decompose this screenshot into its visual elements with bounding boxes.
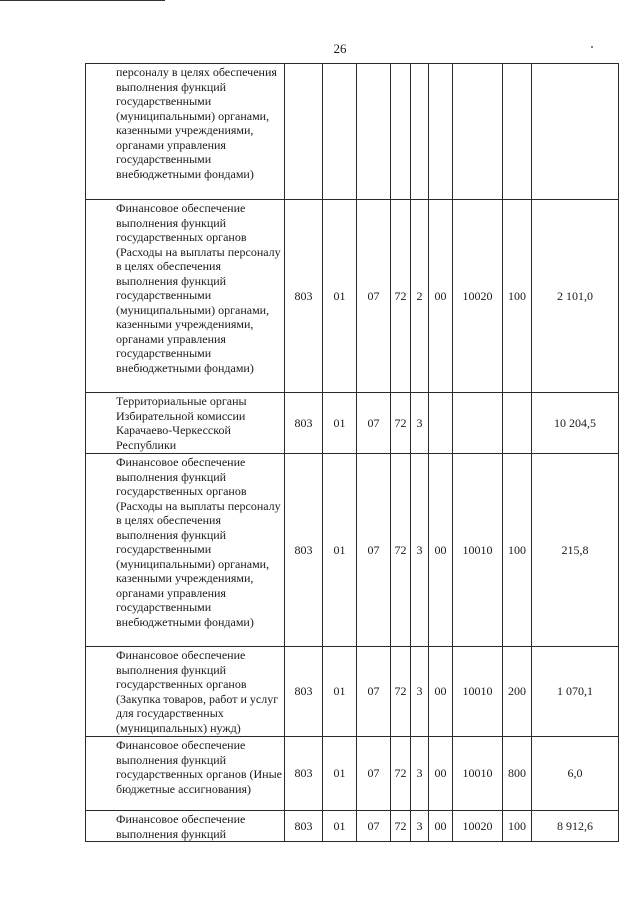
table-row (86, 737, 619, 811)
cell-main-event-code (429, 393, 453, 454)
table-row (86, 393, 619, 454)
cell-subsection-code: 07 (357, 393, 391, 454)
cell-main-event-code: 00 (429, 737, 453, 811)
cell-section-code: 01 (323, 811, 357, 842)
table-row (86, 454, 619, 647)
cell-program-code: 72 (391, 200, 411, 393)
cell-program-code: 72 (391, 737, 411, 811)
cell-section-code: 01 (323, 393, 357, 454)
cell-ministry-code: 803 (285, 647, 323, 737)
cell-expense-type-code (503, 64, 532, 200)
table-row (86, 811, 619, 842)
cell-subsection-code: 07 (357, 811, 391, 842)
cell-amount: 1 070,1 (532, 647, 619, 737)
cell-item-name: Финансовое обеспечение выполнения функций государственных органов (Закупка товаров, работ и услуг для государственных (муниципальных) нужд) (86, 647, 285, 737)
cell-direction-code: 10010 (453, 647, 503, 737)
cell-program-code (391, 64, 411, 200)
cell-subprogram-code (411, 64, 429, 200)
cell-section-code: 01 (323, 200, 357, 393)
cell-direction-code: 10010 (453, 737, 503, 811)
cell-subsection-code: 07 (357, 647, 391, 737)
cell-expense-type-code: 100 (503, 811, 532, 842)
cell-amount: 215,8 (532, 454, 619, 647)
cell-ministry-code: 803 (285, 200, 323, 393)
cell-section-code: 01 (323, 454, 357, 647)
cell-main-event-code: 00 (429, 811, 453, 842)
cell-amount: 2 101,0 (532, 200, 619, 393)
cell-main-event-code: 00 (429, 200, 453, 393)
cell-amount: 10 204,5 (532, 393, 619, 454)
cell-section-code: 01 (323, 647, 357, 737)
cell-main-event-code (429, 64, 453, 200)
cell-direction-code: 10020 (453, 811, 503, 842)
cell-expense-type-code: 800 (503, 737, 532, 811)
cell-program-code: 72 (391, 393, 411, 454)
cell-subprogram-code: 2 (411, 200, 429, 393)
cell-program-code: 72 (391, 454, 411, 647)
cell-amount (532, 64, 619, 200)
cell-section-code (323, 64, 357, 200)
cell-subprogram-code: 3 (411, 393, 429, 454)
cell-item-name: Финансовое обеспечение выполнения функций государственных органов (Расходы на выплаты персоналу в целях обеспечения выполнения функций государственными (муниципальными) органами, казенными учреждениями, органами управления государственными внебюджетными фондами) (86, 200, 285, 393)
cell-ministry-code (285, 64, 323, 200)
table-row (86, 200, 619, 393)
cell-subprogram-code: 3 (411, 811, 429, 842)
cell-ministry-code: 803 (285, 393, 323, 454)
cell-amount: 6,0 (532, 737, 619, 811)
cell-subprogram-code: 3 (411, 737, 429, 811)
cell-item-name: персоналу в целях обеспечения выполнения функций государственными (муниципальными) органами, казенными учреждениями, органами управления государственными внебюджетными фондами) (86, 64, 285, 200)
page-number: 26 (333, 41, 347, 56)
cell-ministry-code: 803 (285, 811, 323, 842)
budget-table (85, 63, 619, 842)
cell-program-code: 72 (391, 811, 411, 842)
cell-amount: 8 912,6 (532, 811, 619, 842)
cell-expense-type-code: 200 (503, 647, 532, 737)
cell-program-code: 72 (391, 647, 411, 737)
cell-expense-type-code (503, 393, 532, 454)
cell-direction-code (453, 393, 503, 454)
cell-subprogram-code: 3 (411, 647, 429, 737)
cell-item-name: Финансовое обеспечение выполнения функций (86, 811, 285, 842)
table-row (86, 64, 619, 200)
cell-item-name: Финансовое обеспечение выполнения функций государственных органов (Расходы на выплаты персоналу в целях обеспечения выполнения функций государственными (муниципальными) органами, казенными учреждениями, органами управления государственными внебюджетными фондами) (86, 454, 285, 647)
cell-direction-code: 10020 (453, 200, 503, 393)
cell-ministry-code: 803 (285, 454, 323, 647)
cell-subsection-code: 07 (357, 200, 391, 393)
cell-main-event-code: 00 (429, 647, 453, 737)
cell-direction-code: 10010 (453, 454, 503, 647)
cell-expense-type-code: 100 (503, 200, 532, 393)
cell-item-name: Финансовое обеспечение выполнения функций государственных органов (Иные бюджетные ассигнования) (86, 737, 285, 811)
cell-section-code: 01 (323, 737, 357, 811)
cell-expense-type-code: 100 (503, 454, 532, 647)
cell-subsection-code: 07 (357, 454, 391, 647)
cell-direction-code (453, 64, 503, 200)
table-row (86, 647, 619, 737)
cell-subprogram-code: 3 (411, 454, 429, 647)
cell-subsection-code (357, 64, 391, 200)
cell-subsection-code: 07 (357, 737, 391, 811)
top-edge-rule (0, 0, 165, 1)
cell-ministry-code: 803 (285, 737, 323, 811)
cell-item-name: Территориальные органы Избирательной комиссии Карачаево-Черкесской Республики (86, 393, 285, 454)
cell-main-event-code: 00 (429, 454, 453, 647)
